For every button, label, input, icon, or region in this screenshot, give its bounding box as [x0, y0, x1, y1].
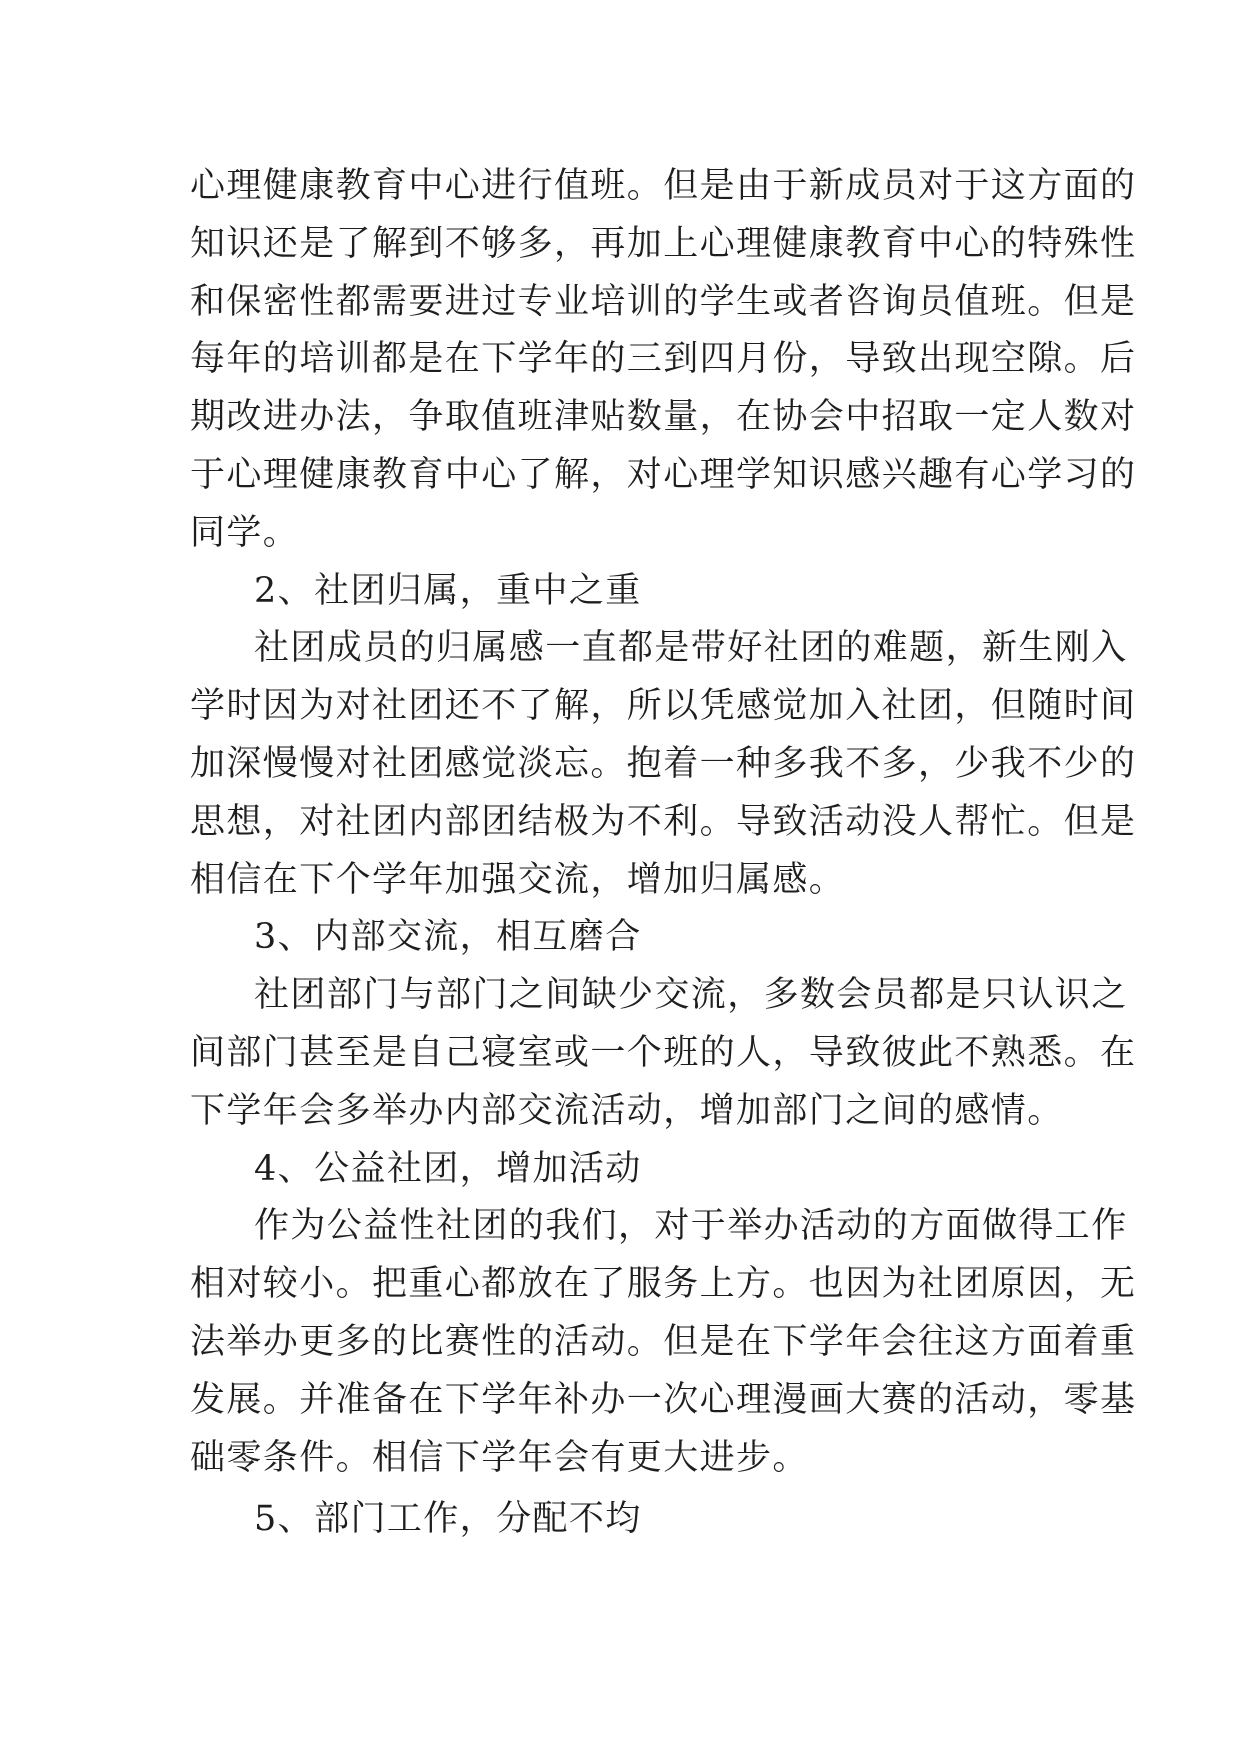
- paragraph-line: 相信在下个学年加强交流，增加归属感。: [190, 859, 846, 900]
- paragraph-line: 每年的培训都是在下学年的三到四月份，导致出现空隙。后: [190, 339, 1137, 380]
- paragraph-line: 心理健康教育中心进行值班。但是由于新成员对于这方面的: [190, 166, 1137, 206]
- paragraph-line: 知识还是了解到不够多，再加上心理健康教育中心的特殊性: [190, 223, 1137, 264]
- paragraph-line: 间部门甚至是自己寝室或一个班的人，导致彼此不熟悉。在: [190, 1032, 1137, 1073]
- paragraph-line: 社团部门与部门之间缺少交流，多数会员都是只认识之: [254, 975, 1128, 1016]
- section-heading: 4、公益社团，增加活动: [254, 1148, 642, 1189]
- paragraph-line: 思想，对社团内部团结极为不利。导致活动没人帮忙。但是: [190, 801, 1137, 842]
- section-heading: 2、社团归属，重中之重: [254, 570, 642, 611]
- paragraph-line: 于心理健康教育中心了解，对心理学知识感兴趣有心学习的: [190, 454, 1137, 495]
- paragraph-line: 作为公益性社团的我们，对于举办活动的方面做得工作: [254, 1206, 1128, 1247]
- paragraph-line: 下学年会多举办内部交流活动，增加部门之间的感情。: [190, 1090, 1064, 1131]
- paragraph-line: 相对较小。把重心都放在了服务上方。也因为社团原因，无: [190, 1264, 1137, 1305]
- paragraph-line: 同学。: [190, 512, 300, 553]
- section-heading: 3、内部交流，相互磨合: [254, 917, 642, 958]
- paragraph-line: 发展。并准备在下学年补办一次心理漫画大赛的活动，零基: [190, 1379, 1137, 1420]
- paragraph-line: 学时因为对社团还不了解，所以凭感觉加入社团，但随时间: [190, 686, 1137, 727]
- paragraph-line: 和保密性都需要进过专业培训的学生或者咨询员值班。但是: [190, 281, 1137, 322]
- section-heading: 5、部门工作，分配不均: [254, 1499, 642, 1540]
- document-body: [190, 158, 1137, 1549]
- paragraph-line: 社团成员的归属感一直都是带好社团的难题，新生刚入: [254, 628, 1128, 669]
- paragraph-line: 期改进办法，争取值班津贴数量，在协会中招取一定人数对: [190, 397, 1137, 438]
- paragraph-line: 础零条件。相信下学年会有更大进步。: [190, 1437, 809, 1478]
- paragraph-line: 法举办更多的比赛性的活动。但是在下学年会往这方面着重: [190, 1321, 1137, 1362]
- paragraph-line: 加深慢慢对社团感觉淡忘。抱着一种多我不多，少我不少的: [190, 743, 1137, 784]
